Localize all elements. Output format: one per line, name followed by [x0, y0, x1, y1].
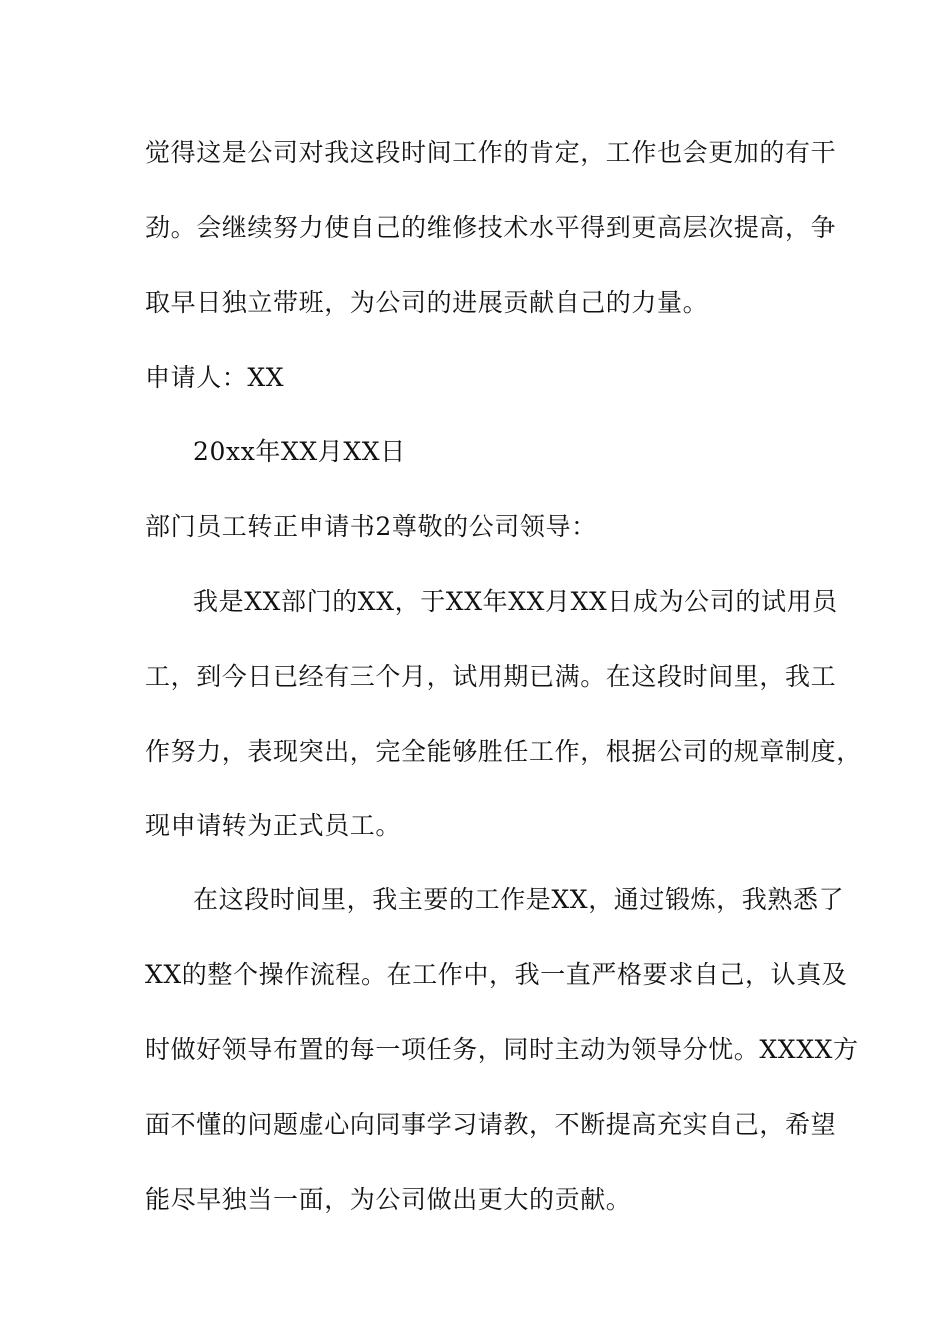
paragraph-line: 觉得这是公司对我这段时间工作的肯定，工作也会更加的有干 [145, 138, 837, 167]
paragraph-line: 面不懂的问题虚心向同事学习请教，不断提高充实自己，希望 [145, 1110, 837, 1139]
paragraph-line: 时做好领导布置的每一项任务，同时主动为领导分忧。XXXX方 [145, 1035, 859, 1064]
paragraph-line: 我是XX部门的XX，于XX年XX月XX日成为公司的试用员 [193, 587, 838, 616]
paragraph-line: 现申请转为正式员工。 [145, 811, 402, 840]
date-line: 20xx年XX月XX日 [193, 437, 406, 466]
section-heading: 部门员工转正申请书2尊敬的公司领导： [145, 512, 597, 541]
paragraph-line: 劲。会继续努力使自己的维修技术水平得到更高层次提高，争 [145, 213, 837, 242]
paragraph-line: 能尽早独当一面，为公司做出更大的贡献。 [145, 1185, 632, 1214]
paragraph-line: XX的整个操作流程。在工作中，我一直严格要求自己，认真及 [145, 960, 848, 989]
paragraph-line: 作努力，表现突出，完全能够胜任工作，根据公司的规章制度， [145, 737, 862, 766]
paragraph-line: 在这段时间里，我主要的工作是XX，通过锻炼，我熟悉了 [193, 885, 845, 914]
paragraph-line: 取早日独立带班，为公司的进展贡献自己的力量。 [145, 288, 709, 317]
paragraph-line: 工，到今日已经有三个月，试用期已满。在这段时间里，我工 [145, 662, 837, 691]
applicant-line: 申请人：XX [145, 363, 285, 392]
